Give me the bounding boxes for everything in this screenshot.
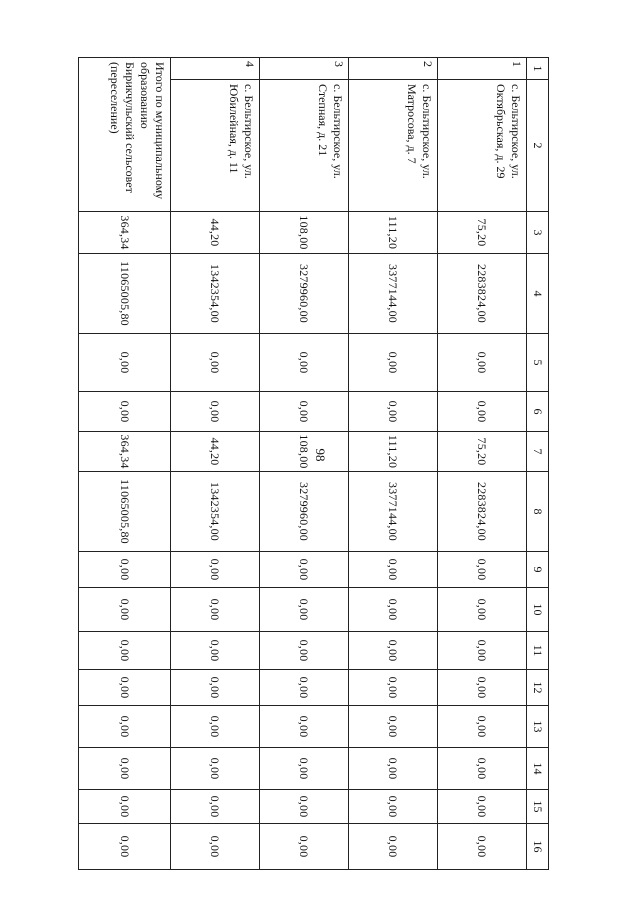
total-value-cell: 0,00 — [79, 588, 171, 632]
value-cell: 75,20 — [438, 212, 527, 254]
value-cell: 111,20 — [349, 432, 438, 472]
value-cell: 3279960,00 — [260, 472, 349, 552]
total-value-cell: 0,00 — [79, 392, 171, 432]
row-number: 4 — [171, 58, 260, 80]
resettlement-table-container — [82, 57, 549, 858]
value-cell: 0,00 — [438, 552, 527, 588]
page-number: 98 — [313, 448, 328, 462]
total-label: Итого по муниципальному образованию Бирикчульский сельсовет (переселение) — [79, 58, 171, 212]
column-header: 5 — [527, 334, 549, 392]
value-cell: 0,00 — [260, 552, 349, 588]
value-cell: 108,00 — [260, 432, 349, 472]
table-row — [438, 58, 527, 870]
value-cell: 0,00 — [171, 824, 260, 870]
value-cell: 3377144,00 — [349, 254, 438, 334]
value-cell: 0,00 — [349, 706, 438, 748]
total-value-cell: 0,00 — [79, 748, 171, 790]
value-cell: 0,00 — [171, 334, 260, 392]
column-header: 14 — [527, 748, 549, 790]
total-row — [79, 58, 171, 870]
value-cell: 0,00 — [260, 706, 349, 748]
value-cell: 1342354,00 — [171, 472, 260, 552]
value-cell: 0,00 — [260, 748, 349, 790]
value-cell: 0,00 — [171, 706, 260, 748]
value-cell: 0,00 — [438, 632, 527, 670]
column-header: 16 — [527, 824, 549, 870]
resettlement-table — [78, 57, 549, 870]
value-cell: 0,00 — [438, 824, 527, 870]
header-row — [527, 58, 549, 870]
value-cell: 0,00 — [260, 790, 349, 824]
column-header: 8 — [527, 472, 549, 552]
value-cell: 0,00 — [349, 334, 438, 392]
total-value-cell: 11065005,80 — [79, 254, 171, 334]
column-header: 12 — [527, 670, 549, 706]
row-number: 1 — [438, 58, 527, 80]
value-cell: 0,00 — [438, 790, 527, 824]
value-cell: 0,00 — [438, 334, 527, 392]
value-cell: 0,00 — [260, 588, 349, 632]
total-value-cell: 0,00 — [79, 790, 171, 824]
value-cell: 0,00 — [260, 632, 349, 670]
total-value-cell: 11065005,80 — [79, 472, 171, 552]
column-header: 2 — [527, 80, 549, 212]
value-cell: 0,00 — [171, 790, 260, 824]
value-cell: 0,00 — [349, 748, 438, 790]
value-cell: 0,00 — [349, 632, 438, 670]
column-header: 13 — [527, 706, 549, 748]
value-cell: 0,00 — [349, 392, 438, 432]
column-header: 7 — [527, 432, 549, 472]
total-value-cell: 0,00 — [79, 670, 171, 706]
total-value-cell: 0,00 — [79, 552, 171, 588]
value-cell: 0,00 — [171, 670, 260, 706]
table-row — [260, 58, 349, 870]
value-cell: 44,20 — [171, 432, 260, 472]
value-cell: 0,00 — [438, 706, 527, 748]
value-cell: 0,00 — [171, 748, 260, 790]
value-cell: 0,00 — [260, 670, 349, 706]
column-header: 10 — [527, 588, 549, 632]
column-header: 3 — [527, 212, 549, 254]
value-cell: 2283824,00 — [438, 472, 527, 552]
row-number: 2 — [349, 58, 438, 80]
total-value-cell: 364,34 — [79, 432, 171, 472]
table-row — [171, 58, 260, 870]
total-value-cell: 0,00 — [79, 334, 171, 392]
table-row — [349, 58, 438, 870]
address-cell: с. Бельтирское, ул. Матросова, д. 7 — [349, 80, 438, 212]
value-cell: 0,00 — [349, 588, 438, 632]
value-cell: 0,00 — [171, 552, 260, 588]
address-cell: с. Бельтирское, ул. Степная, д. 21 — [260, 80, 349, 212]
value-cell: 3279960,00 — [260, 254, 349, 334]
value-cell: 75,20 — [438, 432, 527, 472]
total-value-cell: 0,00 — [79, 824, 171, 870]
address-cell: с. Бельтирское, ул. Октябрьская, д. 29 — [438, 80, 527, 212]
value-cell: 0,00 — [438, 588, 527, 632]
value-cell: 111,20 — [349, 212, 438, 254]
column-header: 4 — [527, 254, 549, 334]
address-cell: с. Бельтирское, ул. Юбилейная, д. 11 — [171, 80, 260, 212]
value-cell: 0,00 — [260, 334, 349, 392]
column-header: 1 — [527, 58, 549, 80]
value-cell: 0,00 — [438, 748, 527, 790]
column-header: 11 — [527, 632, 549, 670]
column-header: 15 — [527, 790, 549, 824]
value-cell: 0,00 — [171, 588, 260, 632]
value-cell: 1342354,00 — [171, 254, 260, 334]
column-header: 9 — [527, 552, 549, 588]
value-cell: 0,00 — [171, 392, 260, 432]
value-cell: 0,00 — [260, 824, 349, 870]
value-cell: 44,20 — [171, 212, 260, 254]
value-cell: 0,00 — [171, 632, 260, 670]
value-cell: 0,00 — [260, 392, 349, 432]
total-value-cell: 0,00 — [79, 632, 171, 670]
value-cell: 0,00 — [438, 670, 527, 706]
column-header: 6 — [527, 392, 549, 432]
total-value-cell: 364,34 — [79, 212, 171, 254]
total-value-cell: 0,00 — [79, 706, 171, 748]
value-cell: 3377144,00 — [349, 472, 438, 552]
value-cell: 108,00 — [260, 212, 349, 254]
value-cell: 0,00 — [349, 790, 438, 824]
value-cell: 0,00 — [349, 670, 438, 706]
value-cell: 0,00 — [438, 392, 527, 432]
value-cell: 2283824,00 — [438, 254, 527, 334]
row-number: 3 — [260, 58, 349, 80]
value-cell: 0,00 — [349, 552, 438, 588]
value-cell: 0,00 — [349, 824, 438, 870]
